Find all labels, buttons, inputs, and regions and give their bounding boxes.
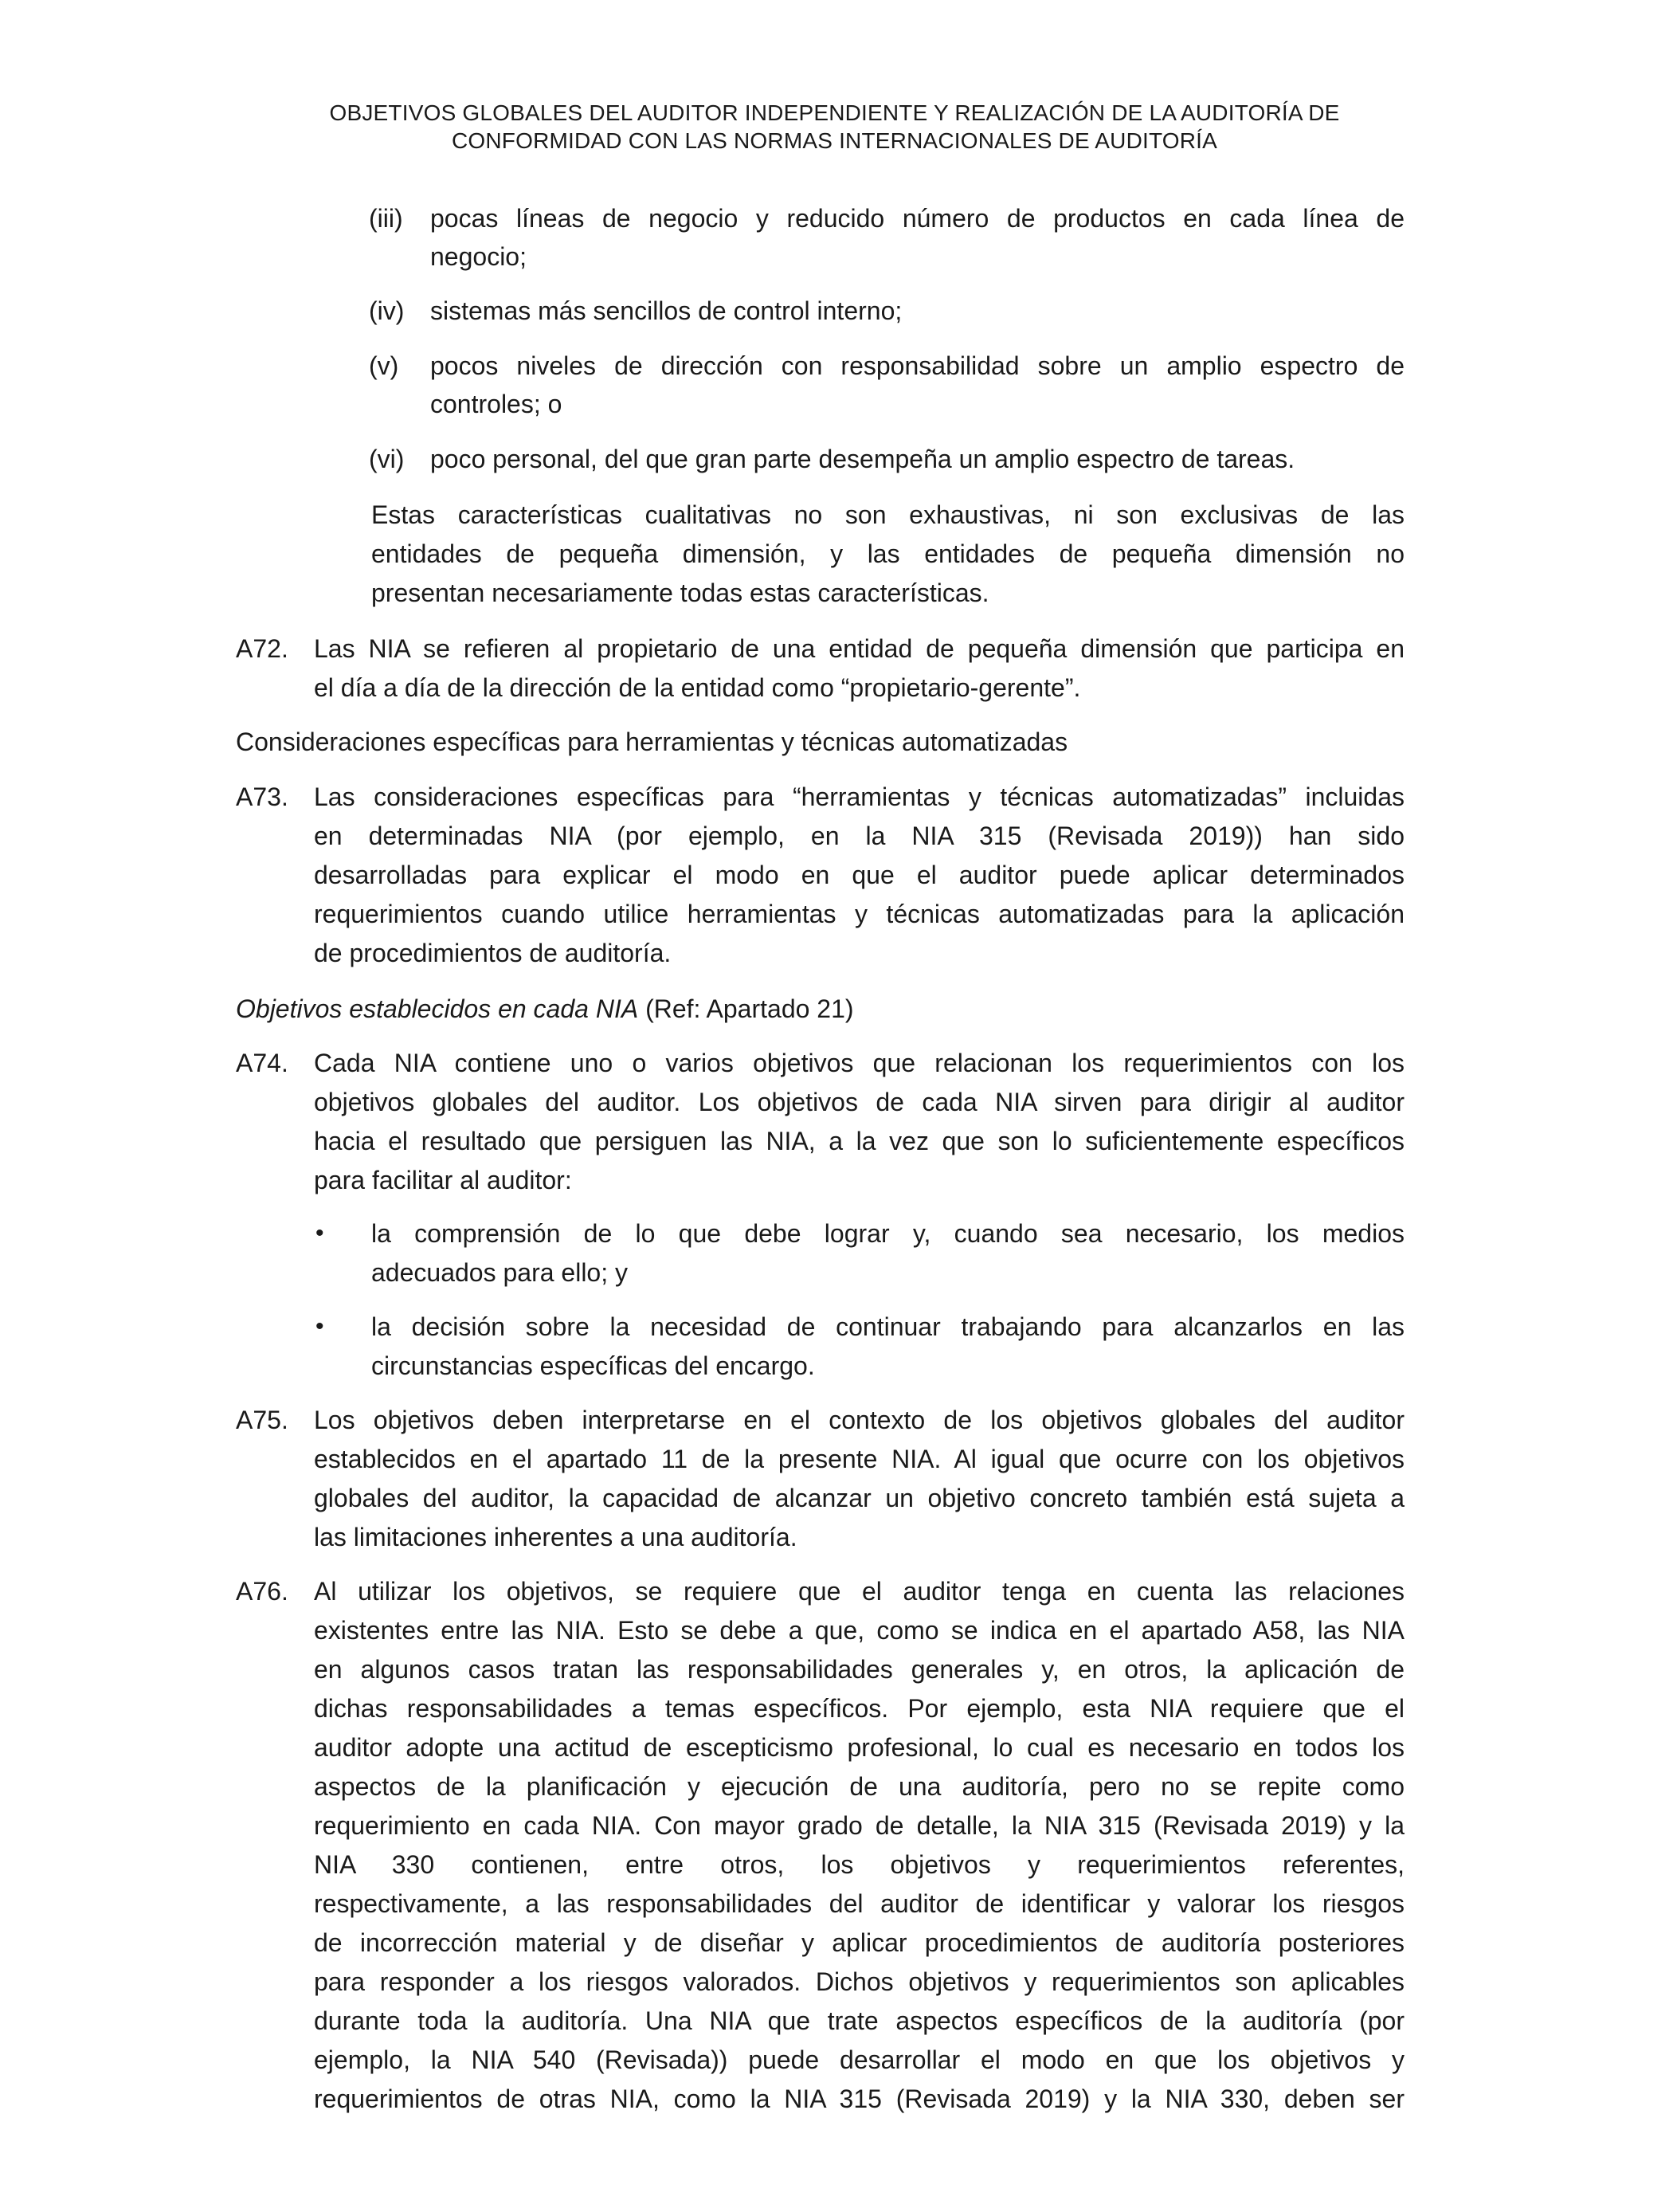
a74-line-1: Cada NIA contiene uno o varios objetivos que relacionan los requerimientos con los (314, 1049, 1405, 1077)
a74-bullet-2-line-1: la decisión sobre la necesidad de continuar trabajando para alcanzarlos en las (371, 1312, 1405, 1341)
a76-line-7: requerimiento en cada NIA. Con mayor grado de detalle, la NIA 315 (Revisada 2019) y la (314, 1811, 1405, 1840)
a73-line-3: desarrolladas para explicar el modo en que el auditor puede aplicar determinados (314, 861, 1405, 889)
subitem-iii-line-1: pocas líneas de negocio y reducido número de productos en cada línea de (430, 204, 1405, 233)
subitem-v-line-2: controles; o (430, 390, 562, 418)
a76-line-5: auditor adopte una actitud de escepticismo profesional, lo cual es necesario en todos los (314, 1733, 1405, 1762)
a76-line-2: existentes entre las NIA. Esto se debe a que, como se indica en el apartado A58, las NIA (314, 1616, 1405, 1645)
note-line-2: entidades de pequeña dimensión, y las entidades de pequeña dimensión no (371, 539, 1405, 568)
a75-line-1: Los objetivos deben interpretarse en el contexto de los objetivos globales del auditor (314, 1406, 1405, 1434)
subitem-iii-line-2: negocio; (430, 242, 527, 271)
subitem-label-vi: (vi) (369, 445, 405, 473)
subitem-label-iii: (iii) (369, 204, 403, 233)
a73-line-5: de procedimientos de auditoría. (314, 939, 672, 967)
a72-line-2: el día a día de la dirección de la entidad como “propietario-gerente”. (314, 673, 1081, 702)
a76-line-3: en algunos casos tratan las responsabilidades generales y, en otros, la aplicación de (314, 1655, 1405, 1684)
a74-line-3: hacia el resultado que persiguen las NIA, a la vez que son lo suficientemente específicos (314, 1127, 1405, 1155)
section-heading-tools: Consideraciones específicas para herramientas y técnicas automatizadas (236, 728, 1068, 756)
running-header-line-1: OBJETIVOS GLOBALES DEL AUDITOR INDEPENDIENTE Y REALIZACIÓN DE LA AUDITORÍA DE (329, 100, 1340, 125)
subitem-label-v: (v) (369, 351, 399, 380)
running-header-line-2: CONFORMIDAD CON LAS NORMAS INTERNACIONALES DE AUDITORÍA (451, 128, 1218, 153)
a76-line-4: dichas responsabilidades a temas específicos. Por ejemplo, esta NIA requiere que el (314, 1694, 1405, 1723)
subitem-label-iv: (iv) (369, 296, 405, 325)
a76-line-11: para responder a los riesgos valorados. Dichos objetivos y requerimientos son aplicables (314, 1967, 1405, 1996)
paragraph-label-a72: A72. (236, 634, 288, 663)
paragraph-label-a73: A73. (236, 782, 288, 811)
a75-line-4: las limitaciones inherentes a una auditoría. (314, 1523, 797, 1551)
a75-line-3: globales del auditor, la capacidad de alcanzar un objetivo concreto también está sujeta a (314, 1484, 1405, 1512)
a76-line-9: respectivamente, a las responsabilidades del auditor de identificar y valorar los riesgos (314, 1889, 1405, 1918)
a76-line-13: ejemplo, la NIA 540 (Revisada)) puede desarrollar el modo en que los objetivos y (314, 2045, 1405, 2074)
paragraph-label-a76: A76. (236, 1577, 288, 1606)
a72-line-1: Las NIA se refieren al propietario de una entidad de pequeña dimensión que participa en (314, 634, 1405, 663)
section-heading-objectives-ref: (Ref: Apartado 21) (638, 994, 854, 1023)
paragraph-label-a75: A75. (236, 1406, 288, 1434)
a74-bullet-1-line-1: la comprensión de lo que debe lograr y, cuando sea necesario, los medios (371, 1219, 1405, 1248)
a74-bullet-1-line-2: adecuados para ello; y (371, 1258, 628, 1287)
subitem-vi-line-1: poco personal, del que gran parte desempeña un amplio espectro de tareas. (430, 445, 1295, 473)
a76-line-1: Al utilizar los objetivos, se requiere que el auditor tenga en cuenta las relaciones (314, 1577, 1405, 1606)
a74-line-4: para facilitar al auditor: (314, 1166, 572, 1194)
note-line-1: Estas características cualitativas no son exhaustivas, ni son exclusivas de las (371, 500, 1405, 529)
a76-line-6: aspectos de la planificación y ejecución de una auditoría, pero no se repite como (314, 1772, 1405, 1801)
a76-line-14: requerimientos de otras NIA, como la NIA 315 (Revisada 2019) y la NIA 330, deben ser (314, 2085, 1405, 2113)
subitem-iv-line-1: sistemas más sencillos de control interno; (430, 296, 903, 325)
a76-line-10: de incorrección material y de diseñar y aplicar procedimientos de auditoría posteriores (314, 1928, 1405, 1957)
a74-line-2: objetivos globales del auditor. Los objetivos de cada NIA sirven para dirigir al auditor (314, 1088, 1405, 1116)
a76-line-12: durante toda la auditoría. Una NIA que trate aspectos específicos de la auditoría (por (314, 2006, 1405, 2035)
a73-line-2: en determinadas NIA (por ejemplo, en la NIA 315 (Revisada 2019)) han sido (314, 822, 1405, 850)
section-heading-objectives (236, 993, 854, 1025)
a76-line-8: NIA 330 contienen, entre otros, los objetivos y requerimientos referentes, (314, 1850, 1405, 1879)
section-heading-objectives-title: Objetivos establecidos en cada NIA (236, 994, 639, 1023)
a73-line-4: requerimientos cuando utilice herramientas y técnicas automatizadas para la aplicación (314, 900, 1405, 928)
a74-bullet-2-line-2: circunstancias específicas del encargo. (371, 1351, 815, 1380)
subitem-v-line-1: pocos niveles de dirección con responsabilidad sobre un amplio espectro de (430, 351, 1405, 380)
bullet-marker-1: • (315, 1220, 324, 1246)
a75-line-2: establecidos en el apartado 11 de la presente NIA. Al igual que ocurre con los objetivos (314, 1445, 1405, 1473)
note-line-3: presentan necesariamente todas estas características. (371, 578, 989, 607)
bullet-marker-2: • (315, 1313, 324, 1339)
paragraph-label-a74: A74. (236, 1049, 288, 1077)
a73-line-1: Las consideraciones específicas para “herramientas y técnicas automatizadas” incluidas (314, 782, 1405, 811)
